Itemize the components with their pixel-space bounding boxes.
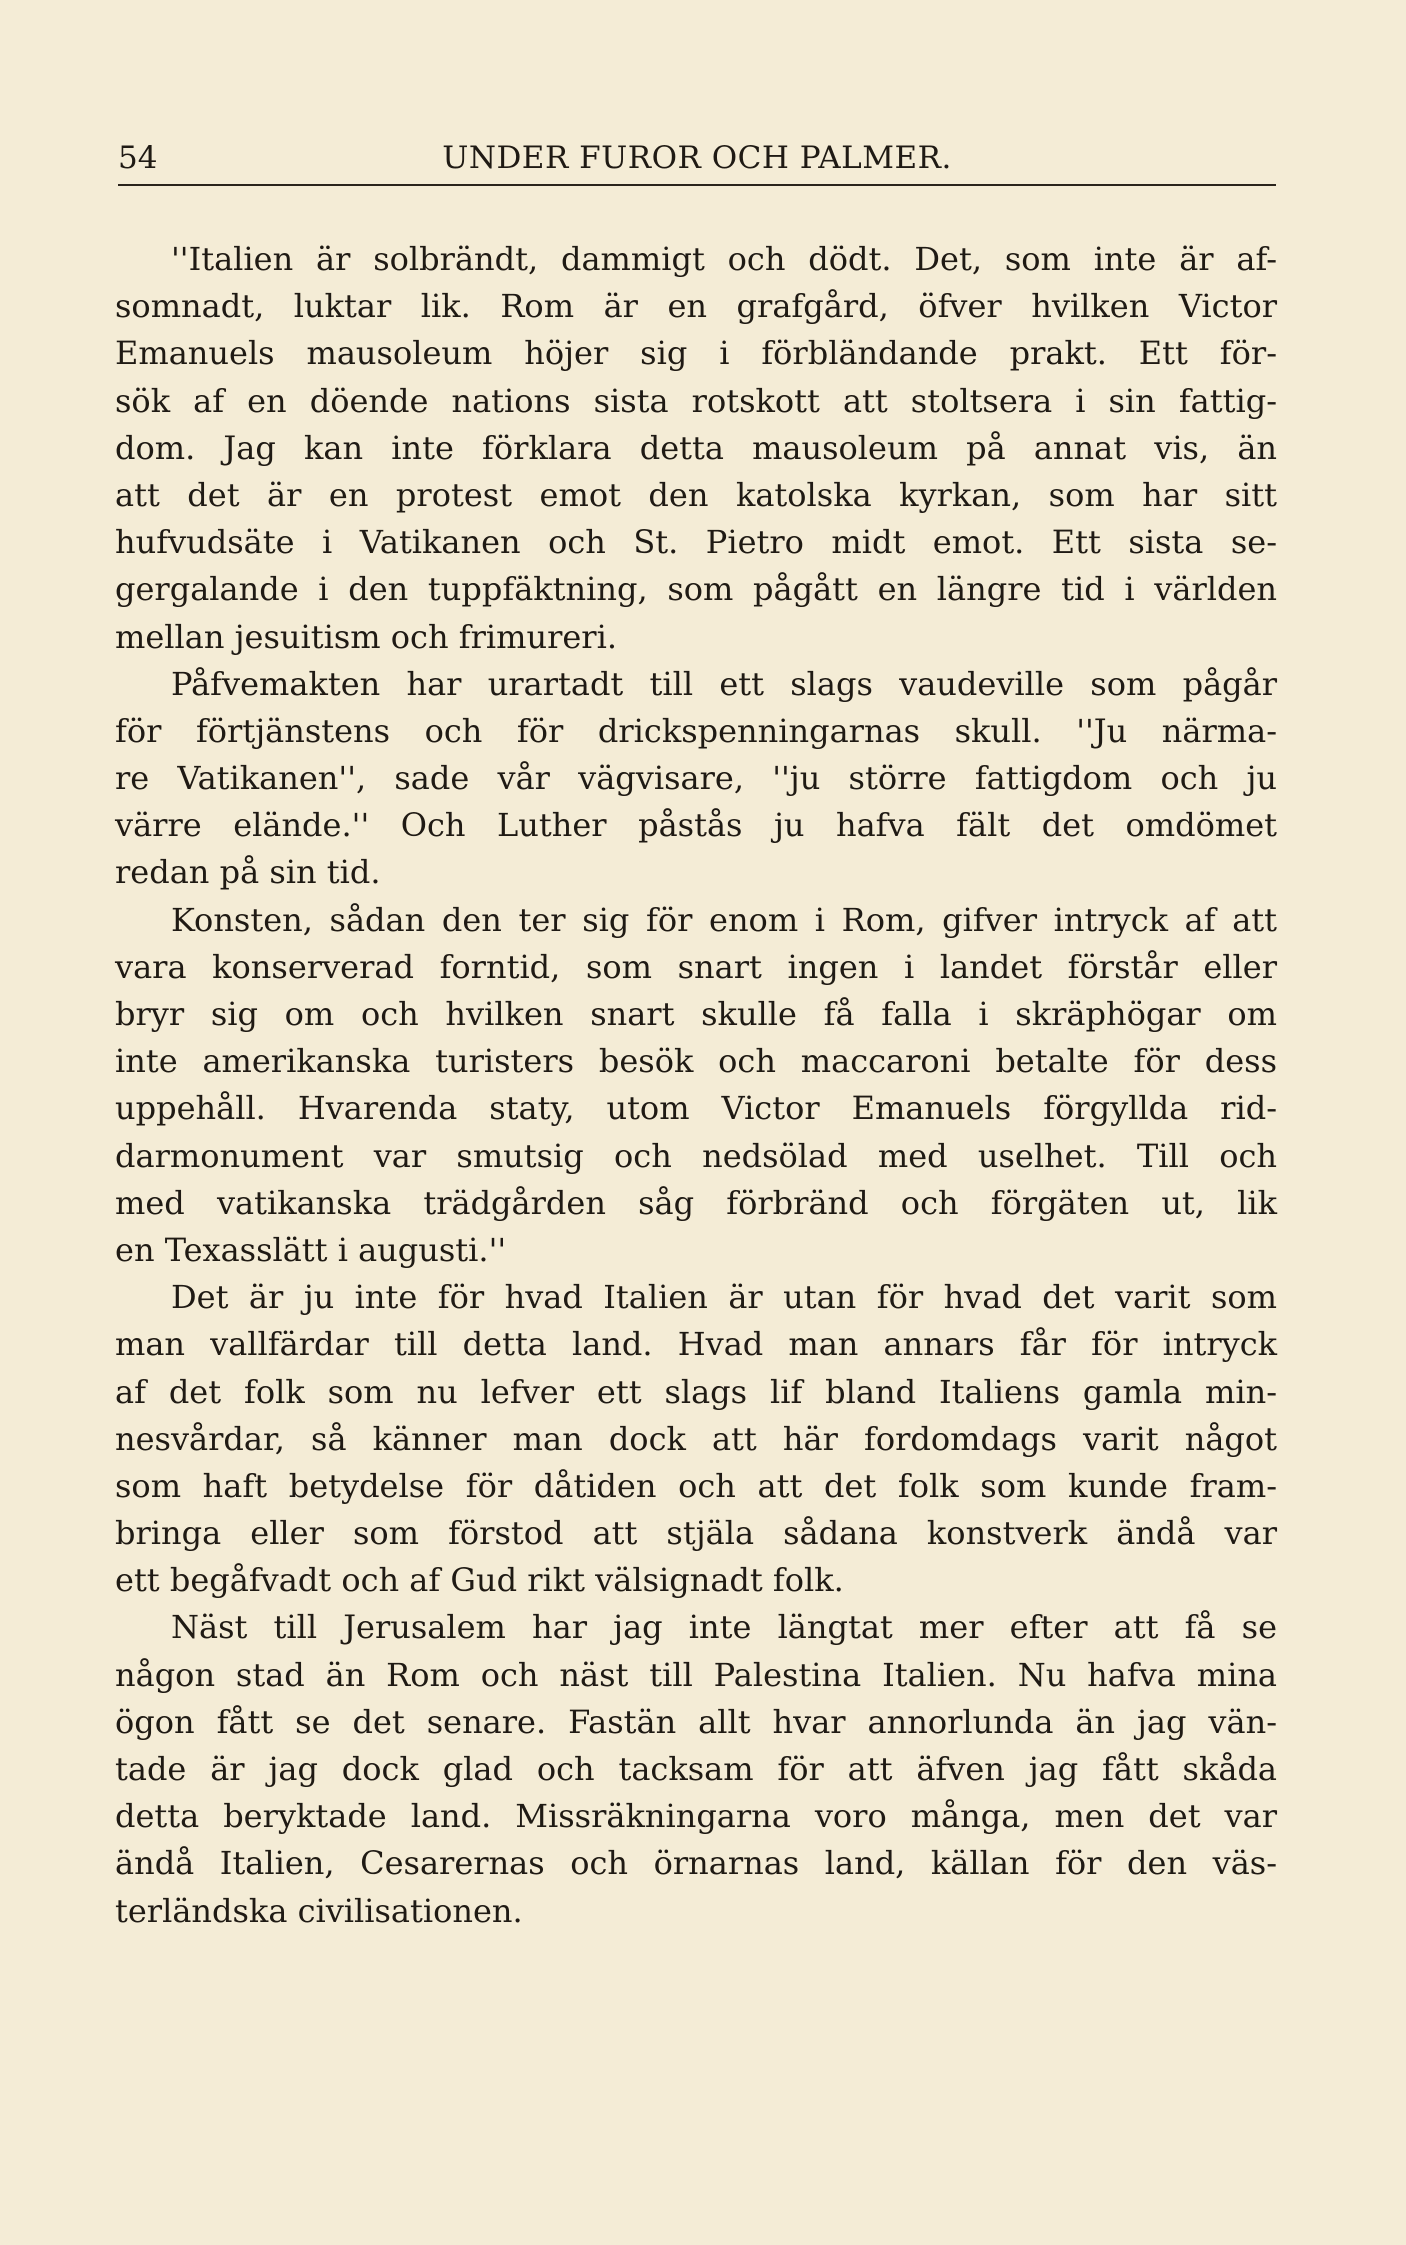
text-line: en Texasslätt i augusti.'' xyxy=(115,1230,507,1269)
text-line: re Vatikanen'', sade vår vägvisare, ''ju större fattigdom och ju xyxy=(115,759,1277,798)
text-line: ''Italien är solbrändt, dammigt och dödt. Det, som inte är af- xyxy=(171,240,1277,278)
text-line: ett begåfvadt och af Gud rikt välsignadt folk. xyxy=(115,1561,844,1600)
text-line: inte amerikanska turisters besök och maccaroni betalte för dess xyxy=(115,1042,1277,1081)
text-line: Det är ju inte för hvad Italien är utan för hvad det varit som xyxy=(171,1278,1277,1317)
text-line: Påfvemakten har urartadt till ett slags vaudeville som pågår xyxy=(171,664,1277,703)
text-line: ändå Italien, Cesarernas och örnarnas land, källan för den väs- xyxy=(115,1844,1277,1883)
text-line: hufvudsäte i Vatikanen och St. Pietro midt emot. Ett sista se- xyxy=(115,523,1277,562)
text-line: af det folk som nu lefver ett slags lif bland Italiens gamla min- xyxy=(115,1372,1277,1411)
text-line: Emanuels mausoleum höjer sig i förbländande prakt. Ett för- xyxy=(115,334,1277,373)
text-line: för förtjänstens och för drickspenningarnas skull. ''Ju närma- xyxy=(115,711,1277,750)
text-line: sök af en döende nations sista rotskott att stoltsera i sin fattig- xyxy=(115,381,1277,420)
text-line: darmonument var smutsig och nedsölad med uselhet. Till och xyxy=(115,1136,1277,1175)
text-line: tade är jag dock glad och tacksam för att äfven jag fått skåda xyxy=(115,1750,1277,1788)
text-line: bringa eller som förstod att stjäla sådana konstverk ändå var xyxy=(115,1514,1277,1553)
text-line: Näst till Jerusalem har jag inte längtat mer efter att få se xyxy=(171,1608,1277,1647)
running-title: UNDER FUROR OCH PALMER. xyxy=(442,140,952,176)
text-line: gergalande i den tuppfäktning, som pågått en längre tid i världen xyxy=(115,570,1277,609)
text-line: som haft betydelse för dåtiden och att det folk som kunde fram- xyxy=(115,1466,1277,1505)
body-text xyxy=(115,236,1277,1935)
text-line: terländska civilisationen. xyxy=(115,1891,523,1930)
text-line: vara konserverad forntid, som snart ingen i landet förstår eller xyxy=(115,947,1277,986)
text-line: uppehåll. Hvarenda staty, utom Victor Emanuels förgyllda rid- xyxy=(115,1089,1277,1128)
text-line: Konsten, sådan den ter sig för enom i Rom, gifver intryck af att xyxy=(171,900,1277,939)
text-line: ögon fått se det senare. Fastän allt hvar annorlunda än jag vän- xyxy=(115,1702,1277,1741)
text-line: bryr sig om och hvilken snart skulle få falla i skräphögar om xyxy=(115,995,1277,1033)
text-line: att det är en protest emot den katolska kyrkan, som har sitt xyxy=(115,475,1277,514)
text-line: mellan jesuitism och frimureri. xyxy=(115,617,617,656)
text-line: detta beryktade land. Missräkningarna voro många, men det var xyxy=(115,1797,1277,1836)
text-line: dom. Jag kan inte förklara detta mausoleum på annat vis, än xyxy=(115,428,1277,467)
text-line: med vatikanska trädgården såg förbränd och förgäten ut, lik xyxy=(115,1183,1277,1222)
text-line: värre elände.'' Och Luther påstås ju hafva fält det omdömet xyxy=(115,806,1277,845)
text-line: nesvårdar, så känner man dock att här fordomdags varit något xyxy=(115,1419,1277,1458)
text-line: somnadt, luktar lik. Rom är en grafgård, öfver hvilken Victor xyxy=(115,287,1277,326)
page-number: 54 xyxy=(118,140,158,176)
text-line: någon stad än Rom och näst till Palestina Italien. Nu hafva mina xyxy=(115,1655,1277,1694)
text-line: man vallfärdar till detta land. Hvad man annars får för intryck xyxy=(115,1325,1277,1364)
text-line: redan på sin tid. xyxy=(115,853,381,892)
page-header xyxy=(118,138,1276,186)
